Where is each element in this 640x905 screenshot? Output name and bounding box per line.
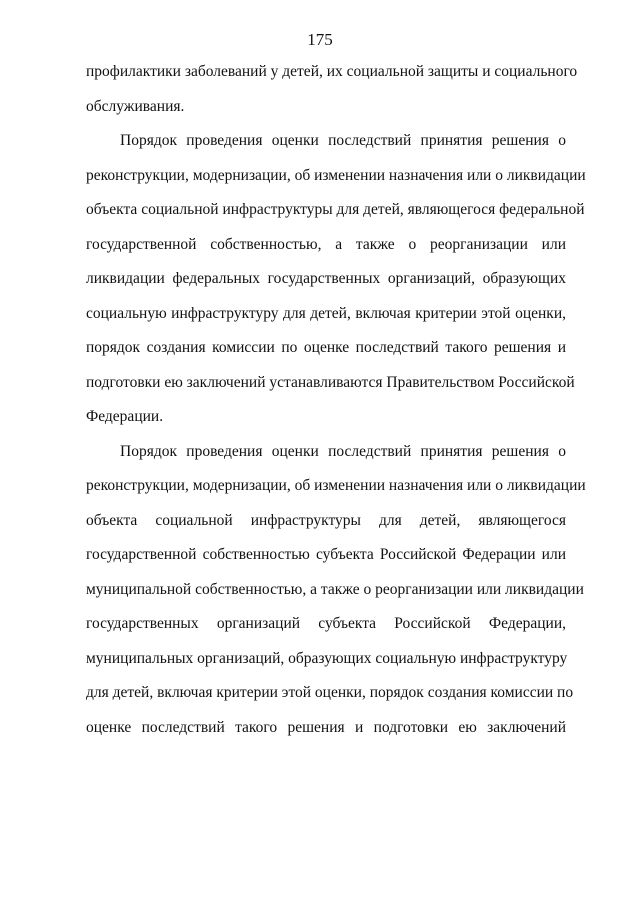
page-number: 175 [307, 30, 333, 49]
document-body [86, 62, 586, 752]
text-line: профилактики заболеваний у детей, их социальной защиты и социального [86, 63, 578, 80]
text-line: реконструкции, модернизации, об изменении назначения или о ликвидации [86, 166, 586, 184]
text-line: социальную инфраструктуру для детей, включая критерии этой оценки, [86, 304, 566, 322]
text-line: объекта социальной инфраструктуры для детей, являющегося [86, 511, 566, 529]
text-line: государственной собственностью, а также о реорганизации или [86, 235, 566, 253]
text-line: обслуживания. [86, 97, 185, 115]
text-line: Федерации. [86, 408, 164, 425]
text-line: Порядок проведения оценки последствий принятия решения о [120, 132, 566, 149]
text-line: муниципальных организаций, образующих социальную инфраструктуру [86, 649, 568, 667]
text-line: ликвидации федеральных государственных организаций, образующих [86, 270, 566, 287]
text-line: Порядок проведения оценки последствий принятия решения о [120, 442, 566, 460]
text-line: реконструкции, модернизации, об изменении назначения или о ликвидации [86, 477, 586, 494]
text-line: муниципальной собственностью, а также о реорганизации или ликвидации [86, 580, 584, 598]
text-line: порядок создания комиссии по оценке последствий такого решения и [86, 339, 566, 356]
text-line: государственной собственностью субъекта Российской Федерации или [86, 546, 566, 563]
text-line: подготовки ею заключений устанавливаются Правительством Российской [86, 373, 575, 391]
text-line: государственных организаций субъекта Российской Федерации, [86, 615, 566, 632]
text-line: для детей, включая критерии этой оценки, порядок создания комиссии по [86, 684, 574, 701]
text-line: объекта социальной инфраструктуры для детей, являющегося федеральной [86, 201, 585, 218]
text-line: оценке последствий такого решения и подготовки ею заключений [86, 718, 566, 736]
